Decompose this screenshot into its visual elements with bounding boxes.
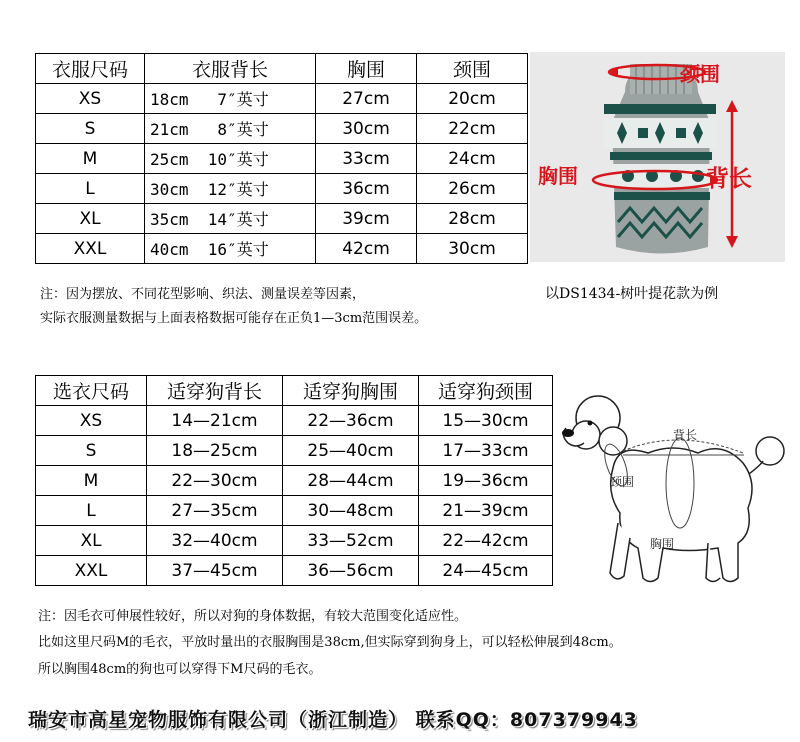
- size-cell: M: [36, 466, 147, 496]
- header-cell: 颈围: [417, 54, 528, 84]
- chest-cell: 39cm: [316, 204, 417, 234]
- header-cell: 衣服尺码: [36, 54, 145, 84]
- header-cell: 选衣尺码: [36, 376, 147, 406]
- dog-diagram: [558, 373, 790, 598]
- length-cell: 30cm 12″英寸: [145, 174, 316, 204]
- chest-cell: 33—52cm: [283, 526, 419, 556]
- chest-cell: 28—44cm: [283, 466, 419, 496]
- neck-cell: 20cm: [417, 84, 528, 114]
- header-cell: 胸围: [316, 54, 417, 84]
- neck-cell: 19—36cm: [419, 466, 553, 496]
- length-cell: 21cm 8″英寸: [145, 114, 316, 144]
- size-cell: XS: [36, 84, 145, 114]
- table-row: [36, 174, 528, 204]
- table-row: [36, 496, 553, 526]
- dog-back-label: 背长: [673, 428, 698, 442]
- chest-cell: 30—48cm: [283, 496, 419, 526]
- back-cell: 27—35cm: [147, 496, 283, 526]
- dog-illustration: [558, 373, 790, 598]
- size-cell: XL: [36, 526, 147, 556]
- chest-cell: 36—56cm: [283, 556, 419, 586]
- table-header-row: [36, 376, 553, 406]
- header-cell: 适穿狗胸围: [283, 376, 419, 406]
- neck-cell: 24—45cm: [419, 556, 553, 586]
- back-cell: 18—25cm: [147, 436, 283, 466]
- note-line: 注：因为摆放、不同花型影响、织法、测量误差等因素，: [40, 287, 366, 302]
- chest-cell: 22—36cm: [283, 406, 419, 436]
- chest-cell: 30cm: [316, 114, 417, 144]
- neck-cell: 26cm: [417, 174, 528, 204]
- back-cell: 22—30cm: [147, 466, 283, 496]
- neck-cell: 28cm: [417, 204, 528, 234]
- table-row: [36, 556, 553, 586]
- chest-cell: 36cm: [316, 174, 417, 204]
- dog-chest-label: 胸围: [650, 537, 675, 551]
- neck-cell: 17—33cm: [419, 436, 553, 466]
- table-row: [36, 144, 528, 174]
- note-line: 实际衣服测量数据与上面表格数据可能存在正负1—3cm范围误差。: [40, 311, 428, 326]
- back-cell: 37—45cm: [147, 556, 283, 586]
- size-cell: L: [36, 496, 147, 526]
- chest-cell: 42cm: [316, 234, 417, 264]
- company-footer: 瑞安市高星宠物服饰有限公司（浙江制造） 联系QQ：807379943: [28, 709, 638, 731]
- neck-cell: 30cm: [417, 234, 528, 264]
- sweater-caption: 以DS1434-树叶提花款为例: [545, 286, 719, 302]
- chest-cell: 27cm: [316, 84, 417, 114]
- note-line: 所以胸围48cm的狗也可以穿得下M尺码的毛衣。: [38, 662, 322, 677]
- neck-cell: 15—30cm: [419, 406, 553, 436]
- table-row: [36, 526, 553, 556]
- back-cell: 14—21cm: [147, 406, 283, 436]
- note-line: 比如这里尺码M的毛衣，平放时量出的衣服胸围是38cm,但实际穿到狗身上，可以轻松伸展到48cm。: [38, 635, 622, 650]
- chest-cell: 33cm: [316, 144, 417, 174]
- size-cell: XXL: [36, 556, 147, 586]
- neck-cell: 22cm: [417, 114, 528, 144]
- size-cell: XXL: [36, 234, 145, 264]
- sweater-photo: [530, 52, 785, 262]
- neck-label: 颈围: [680, 62, 720, 86]
- garment-size-table: [35, 53, 528, 264]
- chest-label: 胸围: [538, 164, 578, 188]
- table-row: [36, 114, 528, 144]
- table-row: [36, 204, 528, 234]
- dog-size-table: [35, 375, 553, 586]
- back-cell: 32—40cm: [147, 526, 283, 556]
- size-cell: XL: [36, 204, 145, 234]
- table-row: [36, 234, 528, 264]
- sweater-illustration: [530, 52, 785, 262]
- table-row: [36, 84, 528, 114]
- chest-cell: 25—40cm: [283, 436, 419, 466]
- length-cell: 18cm 7″英寸: [145, 84, 316, 114]
- neck-cell: 24cm: [417, 144, 528, 174]
- length-cell: 25cm 10″英寸: [145, 144, 316, 174]
- size-cell: L: [36, 174, 145, 204]
- length-cell: 40cm 16″英寸: [145, 234, 316, 264]
- table-row: [36, 436, 553, 466]
- size-cell: M: [36, 144, 145, 174]
- size-cell: S: [36, 436, 147, 466]
- header-cell: 衣服背长: [145, 54, 316, 84]
- neck-cell: 22—42cm: [419, 526, 553, 556]
- table-row: [36, 466, 553, 496]
- dog-neck-label: 颈围: [610, 475, 635, 489]
- table-header-row: [36, 54, 528, 84]
- note-line: 注：因毛衣可伸展性较好，所以对狗的身体数据，有较大范围变化适应性。: [38, 609, 468, 624]
- length-cell: 35cm 14″英寸: [145, 204, 316, 234]
- neck-cell: 21—39cm: [419, 496, 553, 526]
- header-cell: 适穿狗颈围: [419, 376, 553, 406]
- back-length-label: 背长: [706, 166, 752, 192]
- size-cell: S: [36, 114, 145, 144]
- header-cell: 适穿狗背长: [147, 376, 283, 406]
- size-cell: XS: [36, 406, 147, 436]
- table-row: [36, 406, 553, 436]
